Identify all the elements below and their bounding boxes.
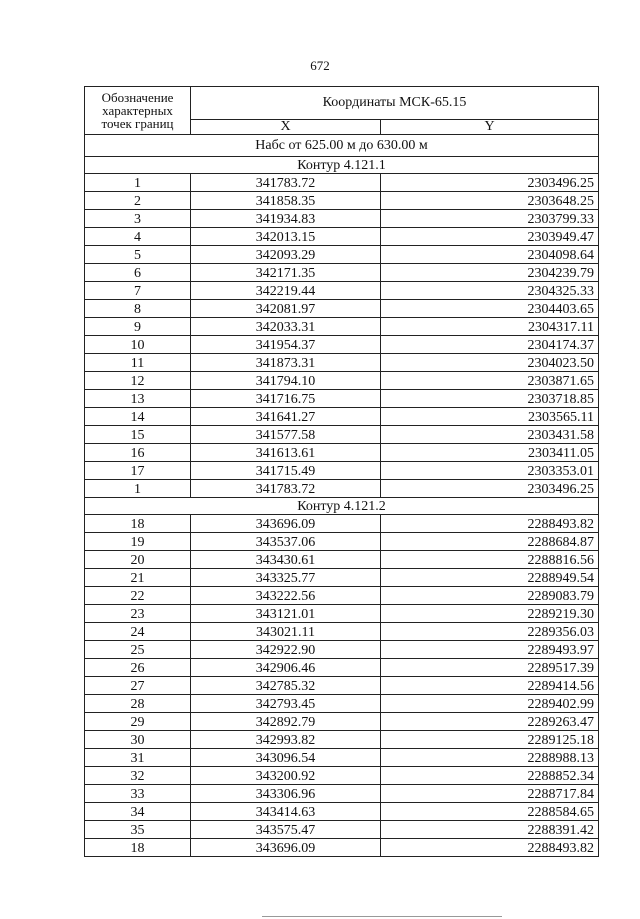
y-coordinate-cell: 2304403.65	[381, 300, 599, 318]
point-number-cell: 11	[85, 354, 191, 372]
x-coordinate-cell: 343696.09	[191, 515, 381, 533]
y-coordinate-cell: 2289414.56	[381, 677, 599, 695]
point-number-cell: 18	[85, 515, 191, 533]
table-row	[85, 246, 599, 264]
point-number-cell: 31	[85, 749, 191, 767]
x-coordinate-cell: 342793.45	[191, 695, 381, 713]
point-number-cell: 25	[85, 641, 191, 659]
table-row	[85, 282, 599, 300]
x-coordinate-cell: 341934.83	[191, 210, 381, 228]
y-coordinate-cell: 2289402.99	[381, 695, 599, 713]
y-coordinate-cell: 2304174.37	[381, 336, 599, 354]
x-coordinate-cell: 341954.37	[191, 336, 381, 354]
x-coordinate-cell: 341873.31	[191, 354, 381, 372]
table-row	[85, 605, 599, 623]
y-coordinate-cell: 2288391.42	[381, 821, 599, 839]
table-row	[85, 713, 599, 731]
x-coordinate-cell: 341716.75	[191, 390, 381, 408]
x-coordinate-cell: 342013.15	[191, 228, 381, 246]
point-number-cell: 32	[85, 767, 191, 785]
x-coordinate-cell: 343200.92	[191, 767, 381, 785]
table-row	[85, 228, 599, 246]
point-number-cell: 5	[85, 246, 191, 264]
point-number-cell: 15	[85, 426, 191, 444]
y-coordinate-cell: 2304325.33	[381, 282, 599, 300]
x-coordinate-cell: 342093.29	[191, 246, 381, 264]
table-row	[85, 731, 599, 749]
point-number-cell: 16	[85, 444, 191, 462]
height-band-row: Набс от 625.00 м до 630.00 м	[85, 135, 599, 157]
x-coordinate-cell: 343430.61	[191, 551, 381, 569]
x-coordinate-cell: 341783.72	[191, 174, 381, 192]
point-number-cell: 30	[85, 731, 191, 749]
point-number-cell: 19	[85, 533, 191, 551]
point-number-cell: 4	[85, 228, 191, 246]
point-number-cell: 20	[85, 551, 191, 569]
x-coordinate-cell: 342081.97	[191, 300, 381, 318]
table-row	[85, 336, 599, 354]
bottom-rule	[262, 916, 502, 917]
y-coordinate-cell: 2289263.47	[381, 713, 599, 731]
point-number-cell: 8	[85, 300, 191, 318]
y-coordinate-cell: 2303565.11	[381, 408, 599, 426]
x-coordinate-cell: 343537.06	[191, 533, 381, 551]
table-row	[85, 569, 599, 587]
y-coordinate-cell: 2303431.58	[381, 426, 599, 444]
coordinates-table	[84, 86, 599, 857]
y-coordinate-cell: 2288493.82	[381, 839, 599, 857]
table-row	[85, 839, 599, 857]
x-coordinate-cell: 343325.77	[191, 569, 381, 587]
point-number-cell: 9	[85, 318, 191, 336]
y-coordinate-cell: 2303648.25	[381, 192, 599, 210]
y-coordinate-cell: 2304023.50	[381, 354, 599, 372]
x-coordinate-cell: 342922.90	[191, 641, 381, 659]
table-row	[85, 372, 599, 390]
y-coordinate-cell: 2288988.13	[381, 749, 599, 767]
x-coordinate-cell: 341783.72	[191, 480, 381, 498]
x-coordinate-cell: 341858.35	[191, 192, 381, 210]
point-number-cell: 3	[85, 210, 191, 228]
point-number-cell: 10	[85, 336, 191, 354]
y-coordinate-cell: 2303496.25	[381, 480, 599, 498]
point-number-cell: 1	[85, 174, 191, 192]
x-coordinate-cell: 342892.79	[191, 713, 381, 731]
y-coordinate-cell: 2304317.11	[381, 318, 599, 336]
y-coordinate-cell: 2289517.39	[381, 659, 599, 677]
table-row	[85, 677, 599, 695]
x-coordinate-cell: 343306.96	[191, 785, 381, 803]
table-row	[85, 480, 599, 498]
y-coordinate-cell: 2288949.54	[381, 569, 599, 587]
table-row	[85, 390, 599, 408]
table-row	[85, 408, 599, 426]
table-row	[85, 533, 599, 551]
x-coordinate-cell: 342785.32	[191, 677, 381, 695]
x-coordinate-cell: 342906.46	[191, 659, 381, 677]
table-row	[85, 785, 599, 803]
point-number-cell: 17	[85, 462, 191, 480]
table-body	[85, 135, 599, 857]
point-number-cell: 7	[85, 282, 191, 300]
y-coordinate-cell: 2288852.34	[381, 767, 599, 785]
point-number-cell: 34	[85, 803, 191, 821]
point-number-cell: 24	[85, 623, 191, 641]
table-row	[85, 210, 599, 228]
table-row	[85, 462, 599, 480]
table-row	[85, 803, 599, 821]
y-coordinate-cell: 2289125.18	[381, 731, 599, 749]
table-row	[85, 821, 599, 839]
x-coordinate-cell: 343414.63	[191, 803, 381, 821]
table-row	[85, 659, 599, 677]
point-number-cell: 2	[85, 192, 191, 210]
contour-title-row	[85, 498, 599, 515]
y-coordinate-cell: 2303718.85	[381, 390, 599, 408]
x-coordinate-cell: 343096.54	[191, 749, 381, 767]
point-number-cell: 1	[85, 480, 191, 498]
table-row	[85, 192, 599, 210]
table-row	[85, 587, 599, 605]
point-number-cell: 29	[85, 713, 191, 731]
table-row	[85, 695, 599, 713]
contour-title-row	[85, 157, 599, 174]
x-coordinate-cell: 343121.01	[191, 605, 381, 623]
table-header	[85, 87, 599, 135]
table-row	[85, 264, 599, 282]
y-coordinate-cell: 2303871.65	[381, 372, 599, 390]
x-coordinate-cell: 341715.49	[191, 462, 381, 480]
x-coordinate-cell: 341641.27	[191, 408, 381, 426]
contour-title: Контур 4.121.2	[85, 498, 599, 515]
table-row	[85, 749, 599, 767]
x-coordinate-cell: 343222.56	[191, 587, 381, 605]
y-coordinate-cell: 2288816.56	[381, 551, 599, 569]
y-coordinate-cell: 2303949.47	[381, 228, 599, 246]
table-row	[85, 623, 599, 641]
point-number-cell: 23	[85, 605, 191, 623]
point-number-cell: 21	[85, 569, 191, 587]
coords-title-header: Координаты МСК-65.15	[191, 87, 599, 120]
table-row	[85, 426, 599, 444]
point-number-cell: 6	[85, 264, 191, 282]
point-number-cell: 26	[85, 659, 191, 677]
x-coordinate-cell: 341794.10	[191, 372, 381, 390]
x-coordinate-cell: 342033.31	[191, 318, 381, 336]
table-row	[85, 300, 599, 318]
y-coordinate-cell: 2304098.64	[381, 246, 599, 264]
point-number-cell: 18	[85, 839, 191, 857]
point-number-cell: 33	[85, 785, 191, 803]
y-coordinate-cell: 2303799.33	[381, 210, 599, 228]
table-row	[85, 641, 599, 659]
x-coordinate-cell: 342993.82	[191, 731, 381, 749]
y-column-header: Y	[381, 119, 599, 134]
point-number-cell: 14	[85, 408, 191, 426]
table-row	[85, 354, 599, 372]
point-number-cell: 22	[85, 587, 191, 605]
table-row	[85, 515, 599, 533]
point-number-cell: 35	[85, 821, 191, 839]
y-coordinate-cell: 2288493.82	[381, 515, 599, 533]
table-row	[85, 767, 599, 785]
x-column-header: X	[191, 119, 381, 134]
y-coordinate-cell: 2288684.87	[381, 533, 599, 551]
point-label-header: Обозначение характерных точек границ	[85, 87, 191, 135]
y-coordinate-cell: 2303496.25	[381, 174, 599, 192]
x-coordinate-cell: 341613.61	[191, 444, 381, 462]
y-coordinate-cell: 2288717.84	[381, 785, 599, 803]
point-number-cell: 28	[85, 695, 191, 713]
x-coordinate-cell: 343575.47	[191, 821, 381, 839]
x-coordinate-cell: 342219.44	[191, 282, 381, 300]
point-number-cell: 27	[85, 677, 191, 695]
page-number: 672	[310, 58, 330, 73]
table-row	[85, 551, 599, 569]
y-coordinate-cell: 2288584.65	[381, 803, 599, 821]
y-coordinate-cell: 2304239.79	[381, 264, 599, 282]
y-coordinate-cell: 2289356.03	[381, 623, 599, 641]
y-coordinate-cell: 2289083.79	[381, 587, 599, 605]
x-coordinate-cell: 342171.35	[191, 264, 381, 282]
x-coordinate-cell: 341577.58	[191, 426, 381, 444]
table-row	[85, 444, 599, 462]
table-row	[85, 174, 599, 192]
y-coordinate-cell: 2289219.30	[381, 605, 599, 623]
y-coordinate-cell: 2289493.97	[381, 641, 599, 659]
point-number-cell: 12	[85, 372, 191, 390]
table-row	[85, 318, 599, 336]
y-coordinate-cell: 2303411.05	[381, 444, 599, 462]
x-coordinate-cell: 343696.09	[191, 839, 381, 857]
x-coordinate-cell: 343021.11	[191, 623, 381, 641]
y-coordinate-cell: 2303353.01	[381, 462, 599, 480]
point-number-cell: 13	[85, 390, 191, 408]
contour-title: Контур 4.121.1	[85, 157, 599, 174]
